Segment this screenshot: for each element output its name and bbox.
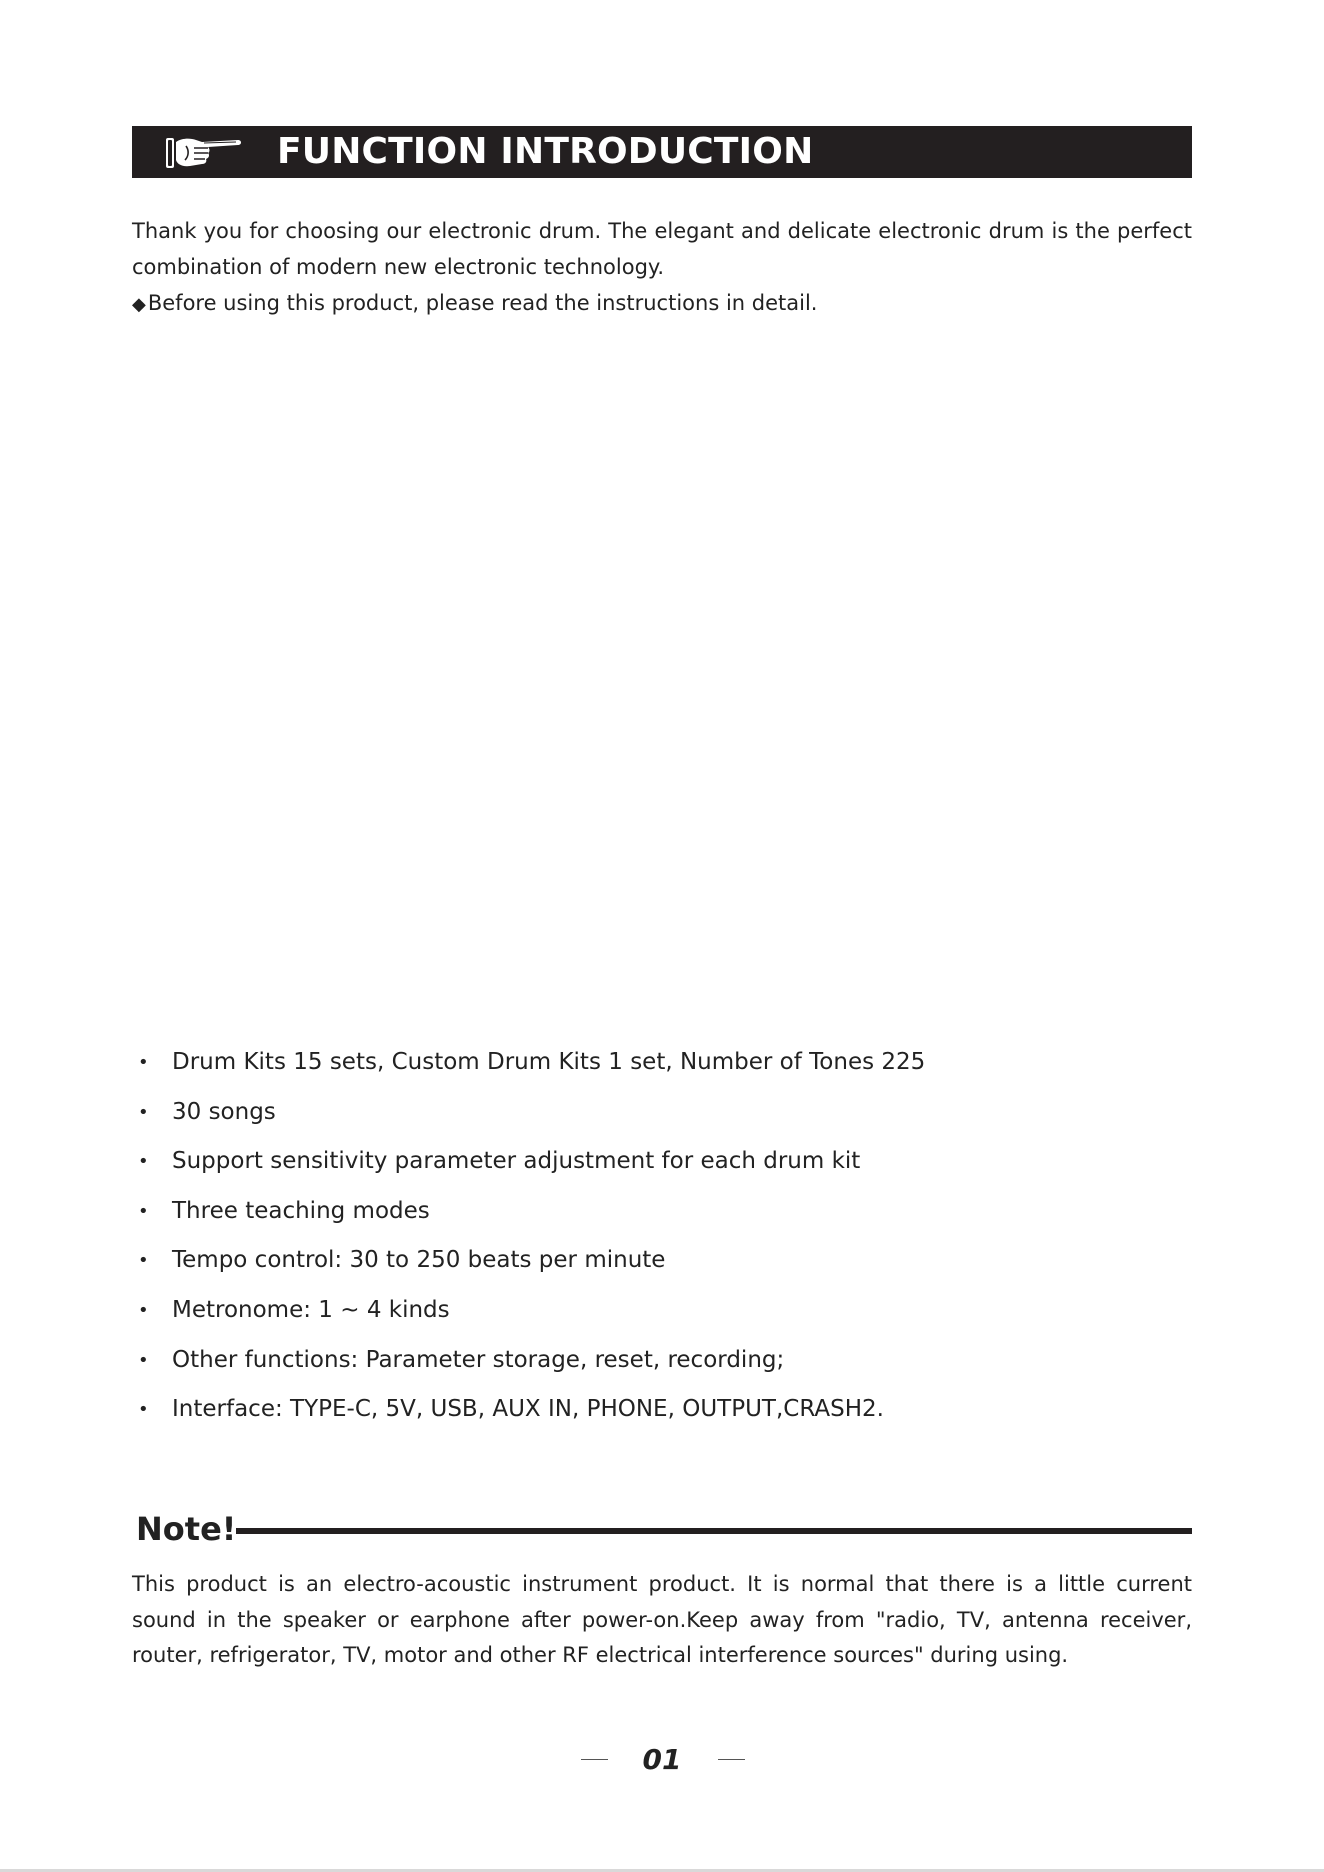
bullet-dot-icon: • (138, 1200, 149, 1222)
feature-text: Tempo control: 30 to 250 beats per minute (172, 1247, 666, 1274)
bullet-dot-icon: • (138, 1052, 149, 1073)
feature-text: Support sensitivity parameter adjustment for each drum kit (172, 1148, 861, 1175)
feature-text: Three teaching modes (172, 1197, 430, 1224)
feature-text: Other functions: Parameter storage, reset, recording; (172, 1346, 785, 1373)
bullet-dot-icon: • (138, 1101, 149, 1123)
list-item (132, 1286, 925, 1336)
instruction-note (132, 286, 817, 323)
feature-text: Interface: TYPE-C, 5V, USB, AUX IN, PHONE, OUTPUT,CRASH2. (172, 1396, 884, 1423)
feature-text: 30 songs (172, 1098, 276, 1125)
bullet-dot-icon: • (138, 1151, 149, 1173)
feature-text: Drum Kits 15 sets, Custom Drum Kits 1 set, Number of Tones 225 (172, 1049, 926, 1075)
instruction-text: Before using this product, please read the instructions in detail. (147, 291, 818, 315)
bullet-dot-icon: • (138, 1250, 149, 1272)
list-item (132, 1137, 925, 1187)
page-number: 01 (642, 1743, 682, 1776)
bullet-dot-icon: • (138, 1299, 149, 1321)
list-item (132, 1187, 925, 1237)
section-title: FUNCTION INTRODUCTION (277, 131, 814, 172)
intro-text (132, 214, 1192, 285)
note-body (132, 1567, 1192, 1674)
page-footer (0, 1738, 1324, 1782)
intro-paragraph: Thank you for choosing our electronic drum. The elegant and delicate electronic drum is the perfect combination of modern new electronic technology. (132, 219, 1192, 279)
footer-dash-right (718, 1759, 745, 1760)
note-divider (236, 1528, 1192, 1534)
section-header-bar (132, 126, 1192, 178)
note-paragraph: This product is an electro-acoustic instrument product. It is normal that there is a little current sound in the speaker or earphone after power-on.Keep away from "radio, TV, antenna receiver, router, refrigerator, TV, motor and other RF electrical interference sources" during using. (132, 1572, 1192, 1667)
bullet-dot-icon: • (138, 1349, 149, 1371)
pointing-hand-icon (164, 132, 244, 172)
diamond-bullet-icon: ◆ (132, 294, 146, 315)
list-item (132, 1038, 925, 1088)
list-item (132, 1236, 925, 1286)
list-item (132, 1385, 925, 1435)
list-item (132, 1088, 925, 1138)
list-item (132, 1336, 925, 1386)
bullet-dot-icon: • (138, 1399, 149, 1421)
feature-text: Metronome: 1 ~ 4 kinds (172, 1296, 450, 1323)
note-heading (136, 1507, 1192, 1551)
note-title: Note! (136, 1510, 237, 1548)
footer-dash-left (581, 1759, 608, 1760)
feature-list (132, 1038, 925, 1435)
